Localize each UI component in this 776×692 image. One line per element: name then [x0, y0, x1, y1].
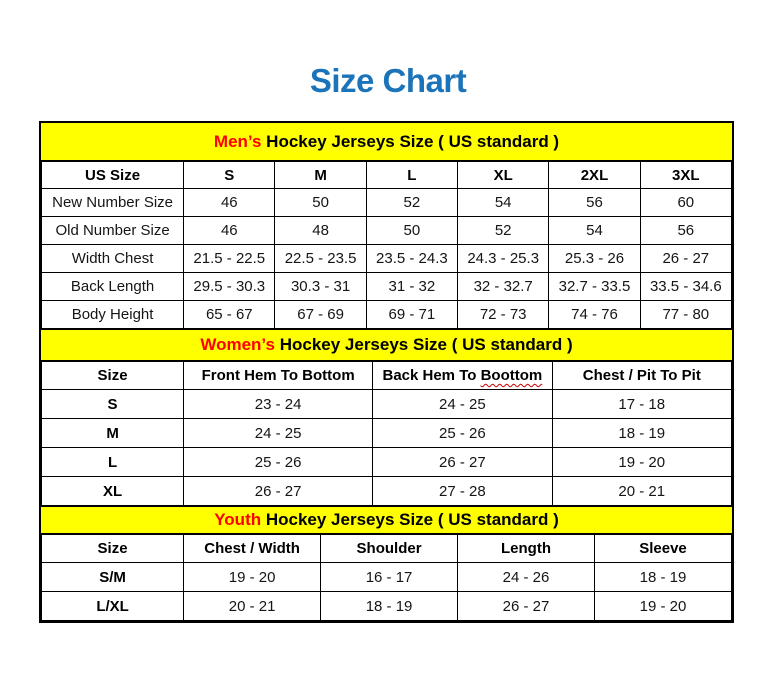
column-header: Front Hem To Bottom [184, 362, 373, 390]
table-cell: 50 [366, 217, 457, 245]
table-cell: 67 - 69 [275, 301, 366, 329]
table-cell: 23 - 24 [184, 390, 373, 419]
table-row [42, 245, 732, 273]
table-cell: 25 - 26 [373, 419, 552, 448]
table-cell: 24 - 25 [184, 419, 373, 448]
table-cell: 32 - 32.7 [458, 273, 549, 301]
table-cell: 48 [275, 217, 366, 245]
table-row [42, 419, 732, 448]
table-cell: 27 - 28 [373, 477, 552, 506]
column-header: Size [42, 362, 184, 390]
misspelled-word: Boottom [480, 367, 543, 384]
table-cell: 60 [640, 189, 731, 217]
womens-header-row [42, 362, 732, 390]
mens-banner-accent: Men’s [213, 131, 262, 151]
column-header: Size [42, 535, 184, 563]
womens-banner-text: Women’s Hockey Jerseys Size ( US standard ) [200, 335, 573, 354]
table-cell: 19 - 20 [594, 592, 731, 621]
table-row [42, 217, 732, 245]
row-label: S/M [42, 563, 184, 592]
row-label: Width Chest [42, 245, 184, 273]
youth-banner-text: Youth Hockey Jerseys Size ( US standard ) [214, 510, 559, 529]
mens-section-banner [41, 123, 732, 161]
table-row [42, 592, 732, 621]
table-cell: 54 [549, 217, 640, 245]
row-label: S [42, 390, 184, 419]
table-cell: 30.3 - 31 [275, 273, 366, 301]
table-row [42, 301, 732, 329]
table-cell: 24 - 26 [458, 563, 595, 592]
table-cell: 29.5 - 30.3 [184, 273, 275, 301]
table-cell: 52 [458, 217, 549, 245]
table-cell: 52 [366, 189, 457, 217]
table-row [42, 189, 732, 217]
table-cell: 24 - 25 [373, 390, 552, 419]
youth-banner-accent: Youth [214, 510, 262, 529]
row-label: L/XL [42, 592, 184, 621]
row-label: Back Length [42, 273, 184, 301]
row-label: XL [42, 477, 184, 506]
table-cell: 20 - 21 [552, 477, 731, 506]
column-header: Length [458, 535, 595, 563]
table-row [42, 390, 732, 419]
youth-header-row [42, 535, 732, 563]
row-label: M [42, 419, 184, 448]
table-cell: 20 - 21 [184, 592, 321, 621]
table-cell: 56 [640, 217, 731, 245]
page-title: Size Chart [309, 62, 467, 99]
table-cell: 46 [184, 189, 275, 217]
table-cell: 18 - 19 [321, 592, 458, 621]
table-cell: 46 [184, 217, 275, 245]
womens-banner-accent: Women’s [200, 335, 275, 354]
table-cell: 18 - 19 [552, 419, 731, 448]
mens-size-table [41, 161, 732, 329]
row-label: L [42, 448, 184, 477]
column-header: 2XL [549, 162, 640, 189]
table-cell: 19 - 20 [184, 563, 321, 592]
table-cell: 26 - 27 [458, 592, 595, 621]
row-label: Body Height [42, 301, 184, 329]
womens-section-banner [41, 329, 732, 361]
table-cell: 56 [549, 189, 640, 217]
row-label: New Number Size [42, 189, 184, 217]
column-header: S [184, 162, 275, 189]
table-cell: 21.5 - 22.5 [184, 245, 275, 273]
size-chart [39, 121, 734, 623]
table-cell: 32.7 - 33.5 [549, 273, 640, 301]
table-cell: 18 - 19 [594, 563, 731, 592]
column-header: Chest / Pit To Pit [552, 362, 731, 390]
table-cell: 33.5 - 34.6 [640, 273, 731, 301]
mens-header-row [42, 162, 732, 189]
column-header: Sleeve [594, 535, 731, 563]
column-header: Back Hem To Boottom [373, 362, 552, 390]
mens-banner-text: Men’s Hockey Jerseys Size ( US standard ) [213, 131, 560, 151]
table-cell: 17 - 18 [552, 390, 731, 419]
table-cell: 77 - 80 [640, 301, 731, 329]
column-header: M [275, 162, 366, 189]
table-cell: 26 - 27 [373, 448, 552, 477]
column-header: Shoulder [321, 535, 458, 563]
table-cell: 26 - 27 [184, 477, 373, 506]
table-cell: 31 - 32 [366, 273, 457, 301]
row-label: Old Number Size [42, 217, 184, 245]
table-cell: 69 - 71 [366, 301, 457, 329]
table-cell: 26 - 27 [640, 245, 731, 273]
column-header: 3XL [640, 162, 731, 189]
table-cell: 74 - 76 [549, 301, 640, 329]
table-row [42, 273, 732, 301]
youth-section-banner [41, 506, 732, 534]
table-cell: 54 [458, 189, 549, 217]
table-cell: 50 [275, 189, 366, 217]
column-header: XL [458, 162, 549, 189]
womens-size-table [41, 361, 732, 506]
table-cell: 22.5 - 23.5 [275, 245, 366, 273]
column-header: US Size [42, 162, 184, 189]
table-cell: 24.3 - 25.3 [458, 245, 549, 273]
column-header: Chest / Width [184, 535, 321, 563]
table-row [42, 563, 732, 592]
table-cell: 25.3 - 26 [549, 245, 640, 273]
table-cell: 23.5 - 24.3 [366, 245, 457, 273]
column-header: L [366, 162, 457, 189]
table-row [42, 477, 732, 506]
table-cell: 25 - 26 [184, 448, 373, 477]
table-cell: 65 - 67 [184, 301, 275, 329]
table-cell: 72 - 73 [458, 301, 549, 329]
table-row [42, 448, 732, 477]
table-cell: 19 - 20 [552, 448, 731, 477]
youth-size-table [41, 534, 732, 621]
table-cell: 16 - 17 [321, 563, 458, 592]
